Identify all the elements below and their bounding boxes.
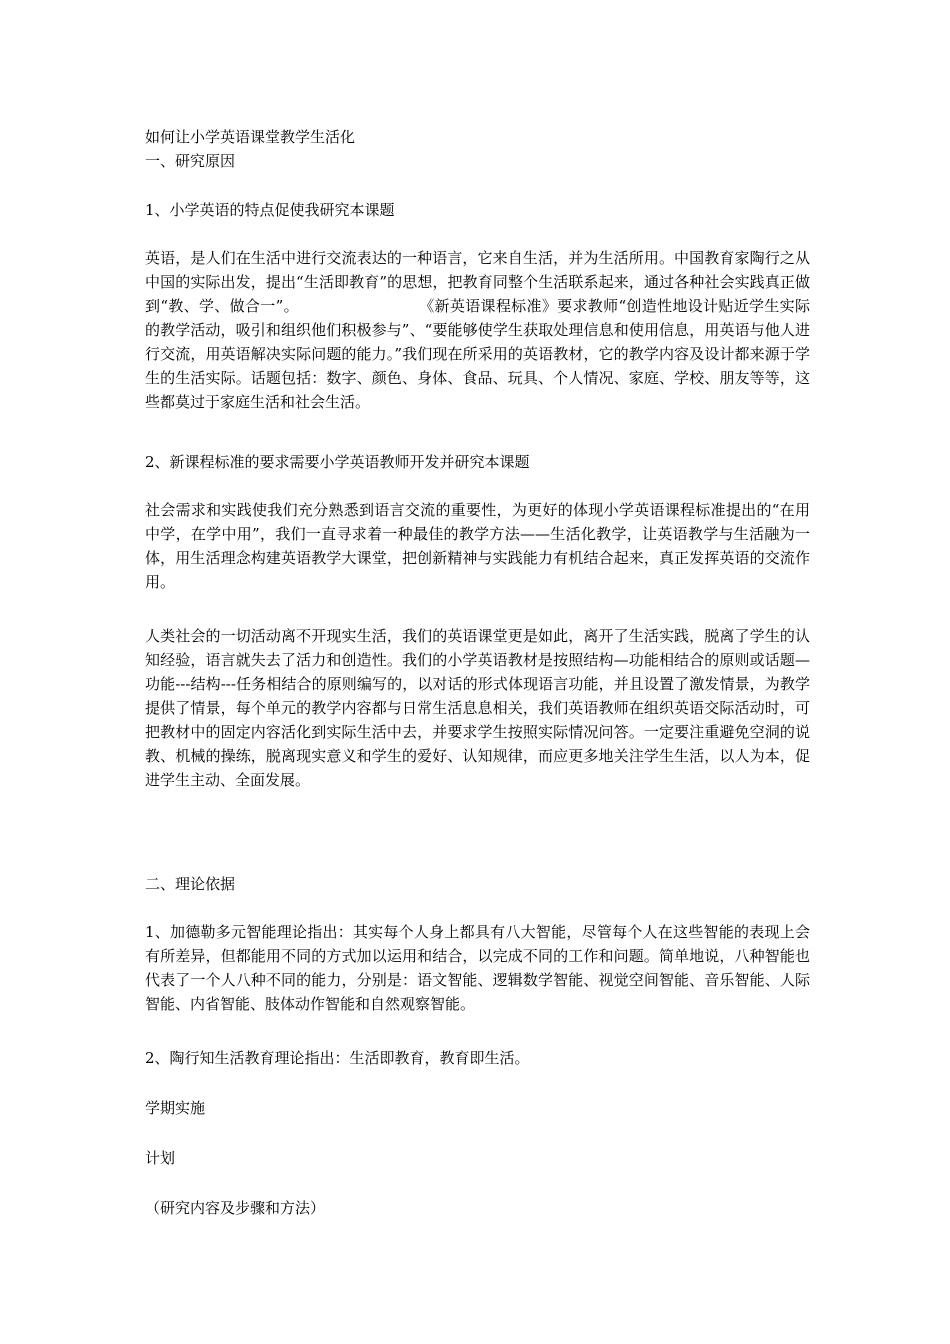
subheading-primary-english-features: 1、小学英语的特点促使我研究本课题 bbox=[145, 201, 395, 219]
document-title: 如何让小学英语课堂教学生活化 bbox=[145, 128, 356, 146]
paragraph-life-education-theory: 2、陶行知生活教育理论指出：生活即教育，教育即生活。 bbox=[145, 1049, 530, 1067]
paragraph-english-and-life-part1: 英语，是人们在生活中进行交流表达的一种语言，它来自生活，并为生活所用。中国教育家陶行之从中国的实际出发，提出“生活即教育”的思想，把教育同整个生活联系起来，通过各种社会实践真正做到“教、学、做合一”。 bbox=[145, 249, 810, 315]
paragraph-multiple-intelligences: 1、加德勒多元智能理论指出：其实每个人身上都具有八大智能，尽管每个人在这些智能的表现上会有所差异，但都能用不同的方式加以运用和结合，以完成不同的工作和问题。简单地说，八种智能也代表了一个人八种不同的能力，分别是：语文智能、逻辑数学智能、视觉空间智能、音乐智能、人际智能、内省智能、肢体动作智能和自然观察智能。 bbox=[145, 923, 810, 1013]
subheading-new-curriculum-standard: 2、新课程标准的要求需要小学英语教师开发并研究本课题 bbox=[145, 453, 530, 471]
section-heading-research-reason: 一、研究原因 bbox=[145, 152, 236, 170]
label-semester-implementation: 学期实施 bbox=[145, 1099, 206, 1117]
label-research-content: （研究内容及步骤和方法） bbox=[145, 1199, 326, 1217]
paragraph-social-demand: 社会需求和实践使我们充分熟悉到语言交流的重要性，为更好的体现小学英语课程标准提出的“在用中学，在学中用”，我们一直寻求着一种最佳的教学方法——生活化教学，让英语教学与生活融为一体，用生活理念构建英语教学大课堂，把创新精神与实践能力有机结合起来，真正发挥英语的交流作用。 bbox=[145, 501, 810, 591]
paragraph-english-and-life bbox=[145, 246, 810, 414]
label-plan: 计划 bbox=[145, 1149, 176, 1167]
paragraph-english-and-life-part2: 《新英语课程标准》要求教师“创造性地设计贴近学生实际的教学活动，吸引和组织他们积极参与”、“要能够使学生获取处理信息和使用信息，用英语与他人进行交流，用英语解决实际问题的能力。”我们现在所采用的英语教材，它的教学内容及设计都来源于学生的生活实际。话题包括：数字、颜色、身体、食品、玩具、个人情况、家庭、学校、朋友等等，这些都莫过于家庭生活和社会生活。 bbox=[145, 297, 810, 411]
section-heading-theory-basis: 二、理论依据 bbox=[145, 875, 236, 893]
paragraph-real-life-activities: 人类社会的一切活动离不开现实生活，我们的英语课堂更是如此，离开了生活实践，脱离了学生的认知经验，语言就失去了活力和创造性。我们的小学英语教材是按照结构—功能相结合的原则或话题—功能---结构---任务相结合的原则编写的，以对话的形式体现语言功能，并且设置了激发情景，为教学提供了情景，每个单元的教学内容都与日常生活息息相关，我们英语教师在组织英语交际活动时，可把教材中的固定内容活化到实际生活中去，并要求学生按照实际情况问答。一定要注重避免空洞的说教、机械的操练，脱离现实意义和学生的爱好、认知规律，而应更多地关注学生生活，以人为本，促进学生主动、全面发展。 bbox=[145, 627, 810, 789]
